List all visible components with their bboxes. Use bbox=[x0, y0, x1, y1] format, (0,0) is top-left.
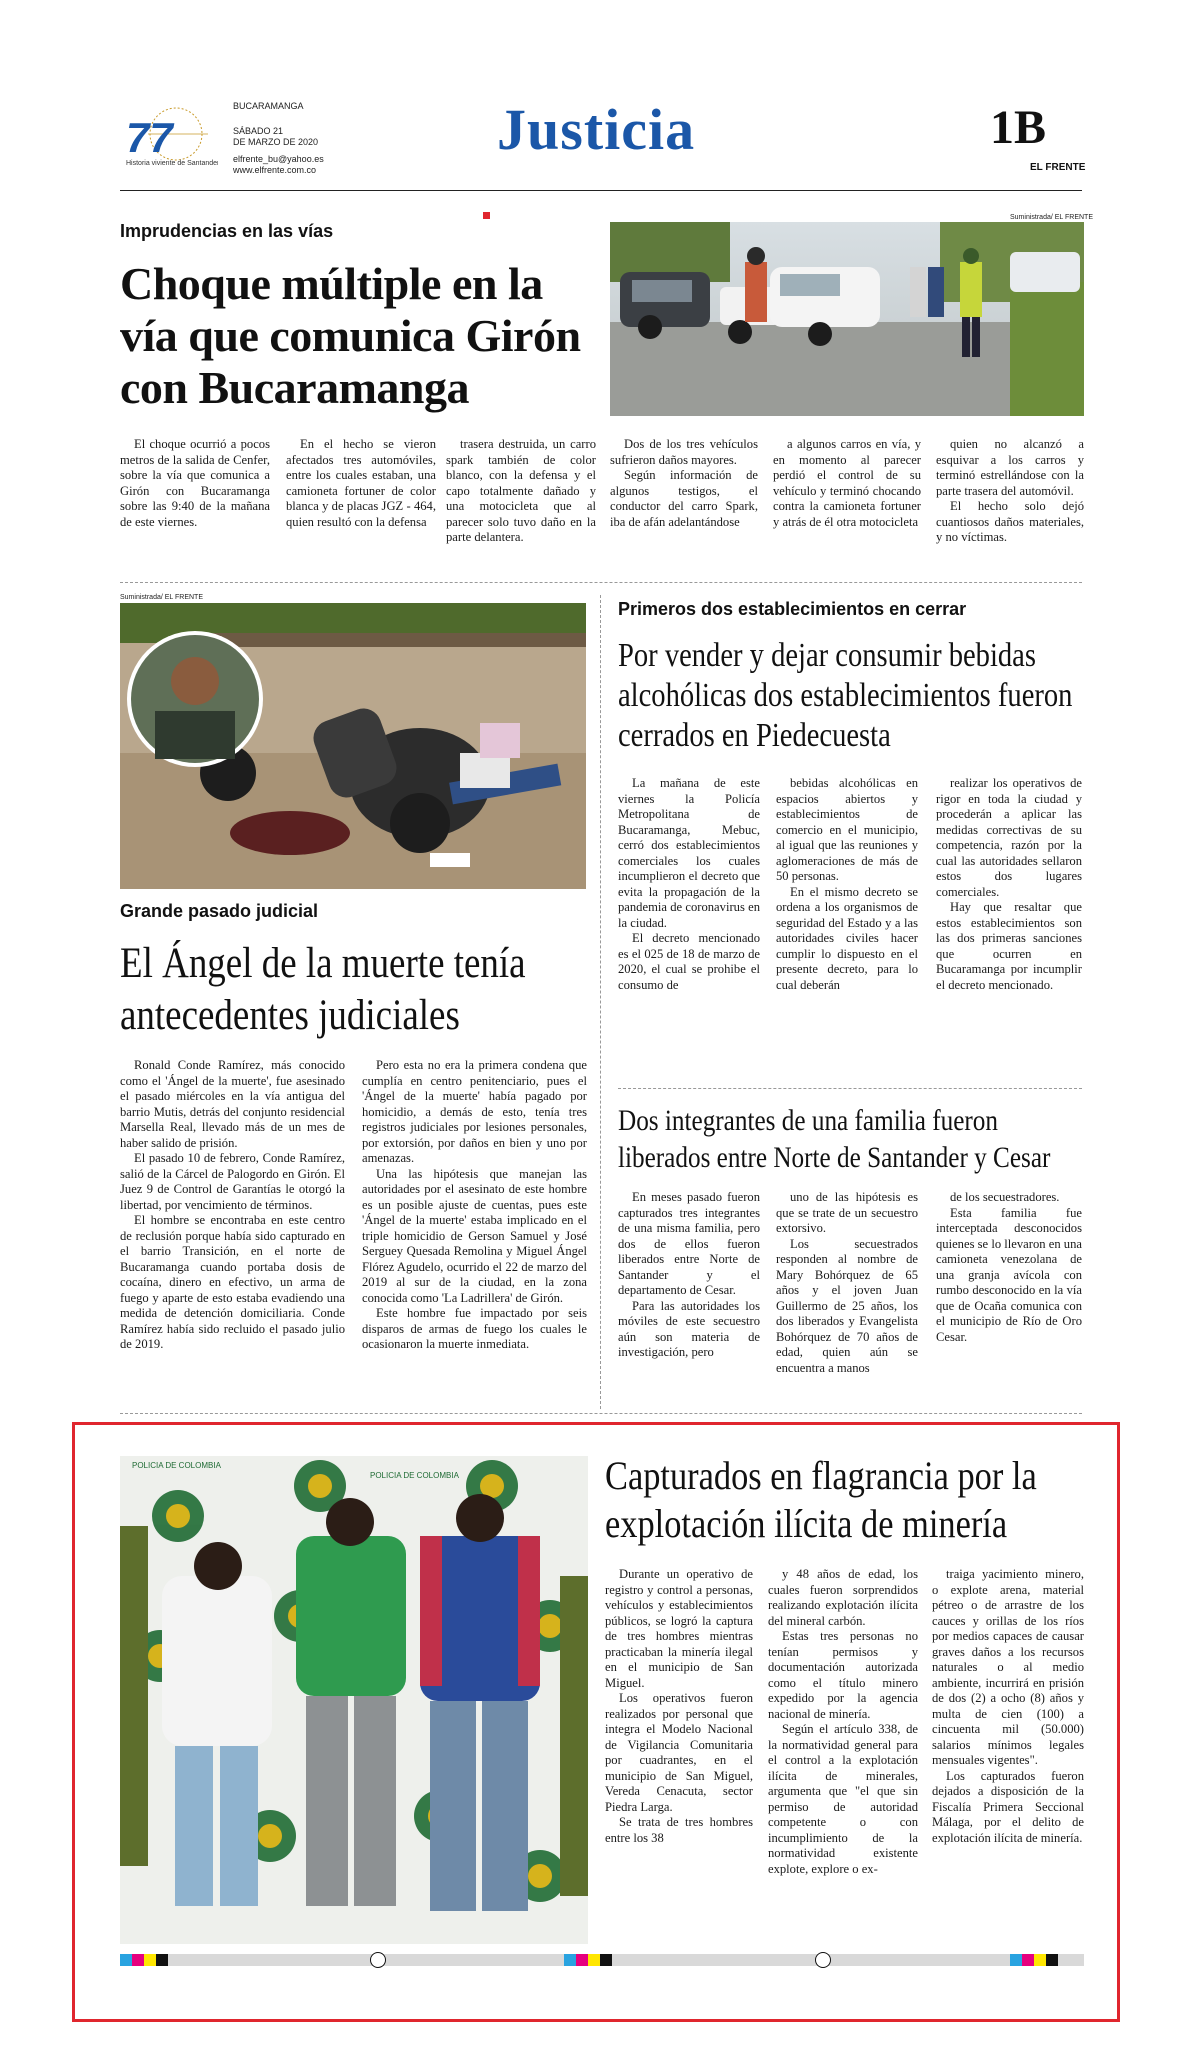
paragraph: Los secuestrados responden al nombre de Mary Bohórquez de 65 años y el joven Juan Guillermo de 25 años, los dos liberados y Evangelista Bohórquez de 70 años de edad, quien aún se encuentra a manos bbox=[776, 1236, 918, 1375]
masthead-logo bbox=[118, 100, 218, 176]
article2-col-1 bbox=[120, 1058, 345, 1353]
paragraph: bebidas alcohólicas en espacios abiertos y establecimientos de comercio en el municipio, al igual que las reuniones y aglomeraciones de más de 50 personas. bbox=[776, 776, 918, 883]
paragraph: El pasado 10 de febrero, Conde Ramírez, salió de la Cárcel de Palogordo en Girón. El Juez 9 de Control de Garantías le otorgó la libertad, por vencimiento de términos. bbox=[120, 1151, 345, 1212]
article5-headline-text: Capturados en flagrancia por la explotación ilícita de minería bbox=[605, 1453, 1037, 1546]
article1-col-6 bbox=[936, 437, 1084, 546]
divider-vertical bbox=[600, 595, 601, 1409]
paper-name: EL FRENTE bbox=[1030, 162, 1086, 173]
logo-number: 77 bbox=[126, 114, 173, 161]
crosshair-icon bbox=[370, 1952, 386, 1968]
article2-kicker: Grande pasado judicial bbox=[120, 901, 319, 921]
paragraph: a algunos carros en vía, y en momento al parecer perdió el control de su vehículo y terminó chocando contra la camioneta fortuner y atrás de él otra motocicleta bbox=[773, 437, 921, 529]
article5-photo bbox=[120, 1456, 588, 1944]
masthead-date-1: SÁBADO 21 bbox=[233, 126, 284, 136]
paragraph: Los capturados fueron dejados a disposición de la Fiscalía Primera Seccional Málaga, por el delito de explotación ilícita de minería. bbox=[932, 1768, 1084, 1845]
red-marker bbox=[483, 212, 490, 219]
paragraph: Hay que resaltar que estos establecimientos son las dos primeras sanciones que ocurren en Bucaramanga por incumplir el decreto mencionado. bbox=[936, 900, 1082, 992]
masthead-date-2: DE MARZO DE 2020 bbox=[233, 137, 319, 147]
article2-photo bbox=[120, 603, 586, 889]
article4-headline bbox=[618, 1102, 1088, 1176]
article5-col-1 bbox=[605, 1567, 753, 1846]
paragraph: Para las autoridades los móviles de este secuestro aún son materia de investigación, pero bbox=[618, 1298, 760, 1359]
article4-col-2 bbox=[776, 1190, 918, 1376]
article2-col-2 bbox=[362, 1058, 587, 1353]
masthead-website[interactable]: www.elfrente.com.co bbox=[233, 165, 317, 175]
divider-3 bbox=[120, 1413, 1082, 1414]
article3-col-1 bbox=[618, 776, 760, 993]
paragraph: La mañana de este viernes la Policía Metropolitana de Bucaramanga, Mebuc, cerró dos establecimientos comerciales los cuales incumplieron el decreto que evita la propagación de la pandemia de coronavirus en la ciudad. bbox=[618, 776, 760, 930]
article1-photo bbox=[610, 222, 1084, 416]
article3-headline bbox=[618, 636, 1098, 756]
registration-strip bbox=[120, 1954, 1084, 1966]
article1-col-5 bbox=[773, 437, 921, 530]
article5-col-3 bbox=[932, 1567, 1084, 1846]
article5-headline bbox=[605, 1452, 1105, 1548]
article2-headline-text: El Ángel de la muerte tenía antecedentes judiciales bbox=[120, 940, 526, 1039]
logo-tagline: Historia viviente de Santander bbox=[126, 160, 218, 167]
article1-col-3 bbox=[446, 437, 596, 546]
paragraph: Se trata de tres hombres entre los 38 bbox=[605, 1815, 753, 1845]
paragraph: El hecho solo dejó cuantiosos daños materiales, y no víctimas. bbox=[936, 499, 1084, 544]
masthead-rule bbox=[120, 190, 1082, 191]
paragraph: Dos de los tres vehículos sufrieron daños mayores. bbox=[610, 437, 758, 467]
paragraph: quien no alcanzó a esquivar a los carros y terminó estrellándose con la parte trasera del automóvil. bbox=[936, 437, 1084, 498]
paragraph: En el hecho se vieron afectados tres automóviles, entre los cuales estaban, una camioneta fortuner de color blanca y de placas JGZ - 464, quien resultó con la defensa bbox=[286, 437, 436, 529]
paragraph: El choque ocurrió a pocos metros de la salida de Cenfer, sobre la vía que comunica a Girón con Bucaramanga sobre las 9:40 de la mañana de este viernes. bbox=[120, 437, 270, 529]
article4-headline-text: Dos integrantes de una familia fueron liberados entre Norte de Santander y Cesar bbox=[618, 1104, 1051, 1174]
article1-kicker: Imprudencias en las vías bbox=[120, 221, 334, 241]
paragraph: En el mismo decreto se ordena a los organismos de seguridad del Estado y a las autoridades civiles hacer cumplir lo dispuesto en el presente decreto, para lo cual deberán bbox=[776, 884, 918, 992]
masthead-email[interactable]: elfrente_bu@yahoo.es bbox=[233, 154, 324, 164]
paragraph: El decreto mencionado es el 025 de 18 de marzo de 2020, el cual se prohibe el consumo de bbox=[618, 931, 760, 992]
paragraph: traiga yacimiento minero, o explote arena, material pétreo o de arrastre de los cauces y orillas de los ríos por medios capaces de causar graves daños a los recursos naturales o al medio ambiente, incurrirá en prisión de dos (2) a ocho (8) años y multa de cien (100) a cincuenta mil (50.000) salarios mínimos legales mensuales vigentes". bbox=[932, 1567, 1084, 1767]
paragraph: uno de las hipótesis es que se trate de un secuestro extorsivo. bbox=[776, 1190, 918, 1235]
paragraph: Una las hipótesis que manejan las autoridades por el asesinato de este hombre es un posible ajuste de cuentas, pues este 'Ángel de la muerte' estaba implicado en el triple homicidio de Gerson Samuel y José Serguey Quesada Remolina y Miguel Ángel Flórez Agudelo, ocurrido el 22 de marzo del 2019 al sur de la ciudad, en la zona conocida como 'La Ladrillera' de Girón. bbox=[362, 1166, 587, 1305]
article1-col-4 bbox=[610, 437, 758, 530]
paragraph: Según información de algunos testigos, el conductor del carro Spark, iba de afán adelantándose bbox=[610, 468, 758, 529]
article3-col-3 bbox=[936, 776, 1082, 993]
article2-photo-credit: Suministrada/ EL FRENTE bbox=[120, 594, 203, 601]
article3-headline-text: Por vender y dejar consumir bebidas alcohólicas dos establecimientos fueron cerrados en Piedecuesta bbox=[618, 637, 1073, 754]
paragraph: En meses pasado fueron capturados tres integrantes de una misma familia, pero dos de ellos fueron liberados entre Norte de Santander y el departamento de Cesar. bbox=[618, 1190, 760, 1297]
paragraph: Ronald Conde Ramírez, más conocido como el 'Ángel de la muerte', fue asesinado el pasado miércoles en la vía antigua del barrio Mutis, detrás del conjunto residencial Marsella Real, llevado más de un mes de haber salido de prisión. bbox=[120, 1058, 345, 1150]
crosshair-icon bbox=[815, 1952, 831, 1968]
article3-col-2 bbox=[776, 776, 918, 993]
paragraph: Este hombre fue impactado por seis disparos de armas de fuego los cuales le ocasionaron la muerte inmediata. bbox=[362, 1306, 587, 1351]
article1-col-2 bbox=[286, 437, 436, 530]
paragraph: y 48 años de edad, los cuales fueron sorprendidos realizando explotación ilícita del mineral carbón. bbox=[768, 1567, 918, 1628]
backdrop-text-1: POLICIA DE COLOMBIA bbox=[132, 1461, 221, 1470]
paragraph: Esta familia fue interceptada desconocidos quienes se lo llevaron en una camioneta venezolana de una granja avícola con rumbo desconocido en la vía que de Ocaña comunica con el municipio de Río de Oro Cesar. bbox=[936, 1205, 1082, 1344]
paragraph: Los operativos fueron realizados por personal que integra el Modelo Nacional de Vigilancia Comunitaria por cuadrantes, en el municipio de San Miguel, Vereda Cenacuta, sector Piedra Larga. bbox=[605, 1691, 753, 1814]
paragraph: de los secuestradores. bbox=[950, 1190, 1060, 1204]
paragraph: trasera destruida, un carro spark también de color blanco, con la defensa y el capo totalmente dañado y una motocicleta que al parecer solo tuvo daño en la parte delantera. bbox=[446, 437, 596, 544]
article1-photo-credit: Suministrada/ EL FRENTE bbox=[1010, 214, 1093, 221]
paragraph: Pero esta no era la primera condena que cumplía en centro penitenciario, pues el 'Ángel de la muerte' había pagado por homicidio, a demás de esto, tenía tres registros judiciales por lesiones personales, por extorsión, por daños en bien y uno por amenazas. bbox=[362, 1058, 587, 1165]
paragraph: Según el artículo 338, de la normatividad general para el control a la explotación ilícita de minerales, argumenta que "el que sin permiso de autoridad competente o con incumplimiento de la normatividad existente explote, explore o ex- bbox=[768, 1722, 918, 1876]
paragraph: Durante un operativo de registro y control a personas, vehículos y establecimientos públicos, se logró la captura de tres hombres mientras practicaban la minería ilegal en el municipio de San Miguel. bbox=[605, 1567, 753, 1690]
article5-col-2 bbox=[768, 1567, 918, 1877]
paragraph: Estas tres personas no tenían permisos y documentación autorizada como el título minero expedido por la agencia nacional de minería. bbox=[768, 1629, 918, 1721]
article1-headline: Choque múltiple en la vía que comunica Girón con Bucaramanga bbox=[120, 258, 581, 413]
article3-kicker: Primeros dos establecimientos en cerrar bbox=[618, 599, 967, 619]
article2-headline bbox=[120, 938, 602, 1042]
paragraph: realizar los operativos de rigor en toda la ciudad y procederán a aplicar las medidas correctivas de su competencia, razón por la cual las autoridades sellaron estos dos lugares comerciales. bbox=[936, 776, 1082, 899]
page-number: 1B bbox=[990, 101, 1047, 154]
backdrop-text-2: POLICIA DE COLOMBIA bbox=[370, 1471, 459, 1480]
paragraph: El hombre se encontraba en este centro de reclusión porque había sido capturado en el barrio Transición, en el norte de Bucaramanga cuando portaba dosis de cocaína, dinero en efectivo, un arma de fuego y aparte de esto estaba evadiendo una medida de detención domiciliaria. Conde Ramírez había sido recluido el pasado julio de 2019. bbox=[120, 1213, 345, 1351]
masthead-city: BUCARAMANGA bbox=[233, 101, 304, 111]
divider-1 bbox=[120, 582, 1082, 583]
article4-col-3 bbox=[936, 1190, 1082, 1345]
divider-2 bbox=[618, 1088, 1082, 1089]
article1-col-1 bbox=[120, 437, 270, 530]
article4-col-1 bbox=[618, 1190, 760, 1361]
section-title: Justicia bbox=[497, 97, 696, 162]
